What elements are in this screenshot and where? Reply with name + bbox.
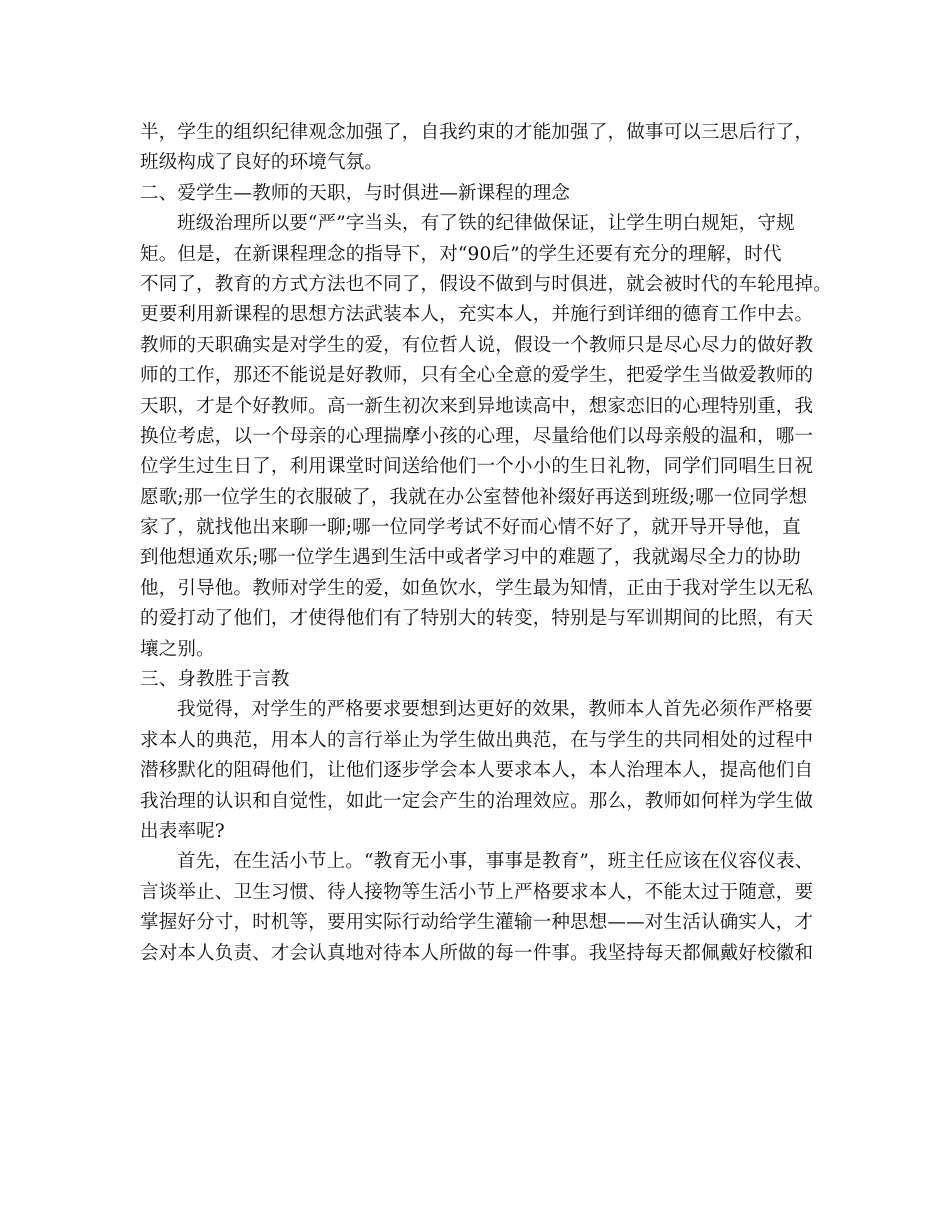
text-line: 壤之别。 <box>140 638 215 660</box>
text-line: 求本人的典范，用本人的言行举止为学生做出典范，在与学生的共同相处的过程中 <box>140 729 814 751</box>
text-line: 的爱打动了他们，才使得他们有了特别大的转变，特别是与军训期间的比照，有天 <box>140 608 814 630</box>
text-line: 换位考虑，以一个母亲的心理揣摩小孩的心理，尽量给他们以母亲般的温和，哪一 <box>140 425 814 447</box>
text-line: 天职，才是个好教师。高一新生初次来到异地读高中，想家恋旧的心理特别重，我 <box>140 395 814 417</box>
text-line: 班级构成了良好的环境气氛。 <box>140 152 384 174</box>
text-line: 出表率呢? <box>140 820 225 842</box>
text-line: 师的工作，那还不能说是好教师，只有全心全意的爱学生，把爱学生当做爱教师的 <box>140 365 814 387</box>
text-line: 言谈举止、卫生习惯、待人接物等生活小节上严格要求本人，不能太过于随意，要 <box>140 881 814 903</box>
text-line: 家了，就找他出来聊一聊;哪一位同学考试不好而心情不好了，就开导开导他，直 <box>140 517 801 539</box>
text-line: 到他想通欢乐;哪一位学生遇到生活中或者学习中的难题了，我就竭尽全力的协助 <box>140 547 801 569</box>
text-line: 教师的天职确实是对学生的爱，有位哲人说，假设一个教师只是尽心尽力的做好教 <box>140 334 814 356</box>
text-line: 更要利用新课程的思想方法武装本人，充实本人，并施行到详细的德育工作中去。 <box>140 304 814 326</box>
text-line: 掌握好分寸，时机等，要用实际行动给学生灌输一种思想——对生活认确实人，才 <box>140 912 814 934</box>
document-body <box>140 118 832 969</box>
text-line: 我治理的认识和自觉性，如此一定会产生的治理效应。那么，教师如何样为学生做 <box>140 790 814 812</box>
text-line: 会对本人负责、才会认真地对待本人所做的每一件事。我坚持每天都佩戴好校徽和 <box>140 942 814 964</box>
text-line: 矩。但是，在新课程理念的指导下，对“90后”的学生还要有充分的理解，时代 <box>140 243 782 265</box>
text-line: 半，学生的组织纪律观念加强了，自我约束的才能加强了，做事可以三思后行了， <box>140 122 814 143</box>
section-heading: 二、爱学生—教师的天职，与时俱进—新课程的理念 <box>140 182 571 204</box>
text-line: 我觉得，对学生的严格要求要想到达更好的效果，教师本人首先必须作严格要 <box>177 699 813 721</box>
text-line: 潜移默化的阻碍他们，让他们逐步学会本人要求本人，本人治理本人，提高他们自 <box>140 760 814 782</box>
section-heading: 三、身教胜于言教 <box>140 669 290 691</box>
text-line: 他，引导他。教师对学生的爱，如鱼饮水，学生最为知情，正由于我对学生以无私 <box>140 577 814 599</box>
text-line: 不同了，教育的方式方法也不同了，假设不做到与时俱进，就会被时代的车轮甩掉。 <box>140 273 832 295</box>
text-line: 班级治理所以要“严”字当头，有了铁的纪律做保证，让学生明白规矩，守规 <box>177 213 795 235</box>
text-line: 愿歌;那一位学生的衣服破了，我就在办公室替他补缀好再送到班级;哪一位同学想 <box>140 486 808 508</box>
text-line: 位学生过生日了，利用课堂时间送给他们一个小小的生日礼物，同学们同唱生日祝 <box>140 456 814 478</box>
text-line: 首先，在生活小节上。“教育无小事，事事是教育”，班主任应该在仪容仪表、 <box>177 851 814 873</box>
